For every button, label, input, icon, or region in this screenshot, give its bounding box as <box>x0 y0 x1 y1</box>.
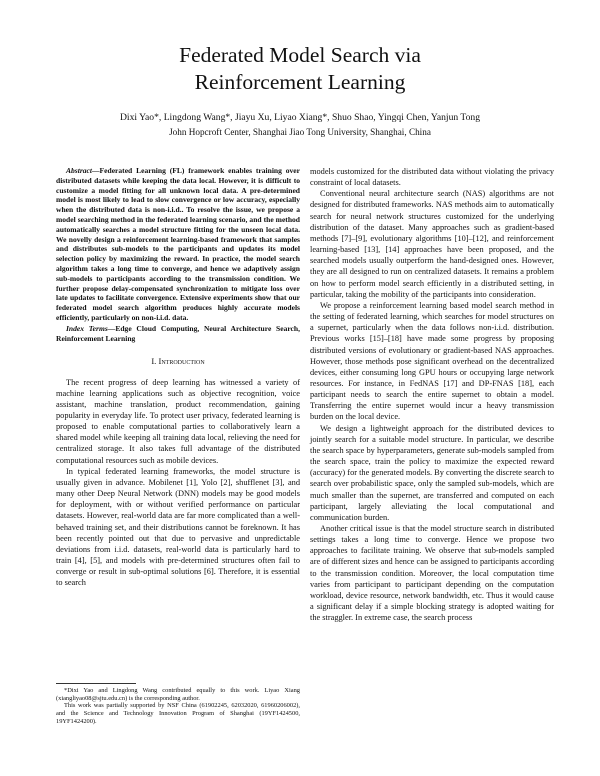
paper-title <box>0 42 600 96</box>
abstract-label: Abstract <box>66 166 92 175</box>
footnote-funding: This work was partially supported by NSF China (61902245, 62032020, 61960206002), and the Science and Technology Innovation Program of Shanghai (19YF1424500, 19YF1424200). <box>56 702 300 725</box>
right-column <box>310 166 554 623</box>
index-terms-label: Index Terms <box>66 323 108 333</box>
index-terms <box>56 324 300 344</box>
body-paragraph-continued: models customized for the distributed data without violating the privacy constraint of local datasets. <box>310 167 554 188</box>
body-paragraph-proposal: We propose a reinforcement learning based model search method in the setting of federated learning, which searches for model structures on a supernet, particularly when the data follows non-i.i.d. distribution. Previous works [15]–[18] have made some progress by proposing distributed versions of evolutionary or gradient-based NAS approaches. However, those methods pose significant overhead on the decentralized devices, either consuming long GPU hours or occupying large network resources. For instance, in FedNAS [17] and DP-FNAS [18], each participant needs to search the entire supernet to obtain a model. Transferring the entire supernet would incur a heavy transmission burden on the local device. <box>310 300 554 422</box>
left-column <box>56 166 300 588</box>
body-paragraph-nas: Conventional neural architecture search (NAS) algorithms are not designed for distributed frameworks. NAS methods aim to automatically search for neural network structures customized for the underlying distribution of the dataset. Many approaches such as gradient-based methods [7]–[9], evolutionary algorithms [10]–[12], and reinforcement learning-based [13], [14] approaches have been proposed, and the searched models usually outperform the hand-designed ones. However, they are all designed to run on centralized datasets. It remains a problem on how to perform model search efficiently in a distributed setting, in particular, taking the mobility of the participants into consideration. <box>310 189 554 299</box>
intro-paragraph-2: In typical federated learning frameworks, the model structure is usually given in advance. Mobilenet [1], Yolo [2], shufflenet [3], and many other Deep Neural Network (DNN) models may be good models for deployment, with or without verified performance on particular datasets. However, real-world data are far more complicated than a well-behaved training set, and their distributions cannot be foreknown. It has been recently pointed out that due to pervasive and unpredictable deviations from i.i.d. datasets, real-world data is particularly hard to train [4], [5], and models with pre-determined structures often fail to converge or result in sub-optimal solutions [6]. Therefore, it is essential to search <box>56 466 300 588</box>
title-line-1: Federated Model Search via <box>179 43 421 67</box>
affiliation: John Hopcroft Center, Shanghai Jiao Tong University, Shanghai, China <box>169 127 431 137</box>
index-terms-text: —Edge Cloud Computing, Neural Architecture Search, Reinforcement Learning <box>56 323 300 343</box>
footnotes <box>56 687 300 726</box>
abstract <box>56 166 300 343</box>
footnote-contribution: *Dixi Yao and Lingdong Wang contributed equally to this work. Liyao Xiang (xiangliyao08@sjtu.edu.cn) is the corresponding author. <box>56 687 300 702</box>
body-paragraph-convergence: Another critical issue is that the model structure search in distributed settings takes a long time to converge. Hence we propose two approaches to facilitate training. We observe that sub-models sampled are of different sizes and hence can be assigned to participants according to the transmission condition. Moreover, the local computation time varies from participant to participant depending on the computation workload, device resource, network bandwidth, etc. Thus it would cause a significant delay if a simple blocking strategy is adopted waiting for the straggler. In extreme case, the search process <box>310 524 554 623</box>
section-heading-introduction: I. Introduction <box>151 356 205 367</box>
intro-paragraph-1: The recent progress of deep learning has witnessed a variety of machine learning applications such as objective recognition, voice assistant, machine translation, product recommendation, gaining popularity in everyday life. To protect user privacy, federated learning is proposed to enable computational parties to collaboratively learn a shared model while keeping all training data local, relieving the need for centralized storage. It also takes full advantage of the distributed computational resources such as mobile devices. <box>56 377 300 465</box>
author-list: Dixi Yao*, Lingdong Wang*, Jiayu Xu, Liyao Xiang*, Shuo Shao, Yingqi Chen, Yanjun Tong <box>119 112 480 123</box>
body-paragraph-design: We design a lightweight approach for the distributed devices to jointly search for a suitable model structure. In particular, we describe the search space by hyperparameters, generate sub-models sampled from the search space, train the policy to maximize the expected reward (accuracy) for the generated models. By converting the discrete search to search over probabilistic space, only the sampled sub-models, which are much smaller than the supernet, are transferred and computed on each participant, largely alleviating the local computational and communication burden. <box>310 423 554 522</box>
abstract-paragraph <box>56 166 300 323</box>
footnote-divider <box>56 683 136 684</box>
title-line-2: Reinforcement Learning <box>194 70 406 94</box>
abstract-text: —Federated Learning (FL) framework enables training over distributed datasets while keeping the data local. However, it is difficult to customize a model fitting for all unknown local data. A pre-determined model is most likely to lead to slow convergence or low accuracy, especially when the distributed data is non-i.i.d.. To resolve the issue, we propose a model searching method in the federated learning scenario, and the method automatically searches a model structure fitting for the unseen local data. We novelly design a reinforcement learning-based framework that samples and distributes sub-models to the participants and updates its model selection policy by maximizing the reward. In practice, the model search algorithm takes a long time to converge, and hence we adaptively assign sub-models to participants according to the transmission condition. We further propose delay-compensated synchronization to mitigate loss over late updates to facilitate convergence. Extensive experiments show that our federated model search algorithm produces highly accurate models efficiently, particularly on non-i.i.d. data. <box>56 166 300 322</box>
